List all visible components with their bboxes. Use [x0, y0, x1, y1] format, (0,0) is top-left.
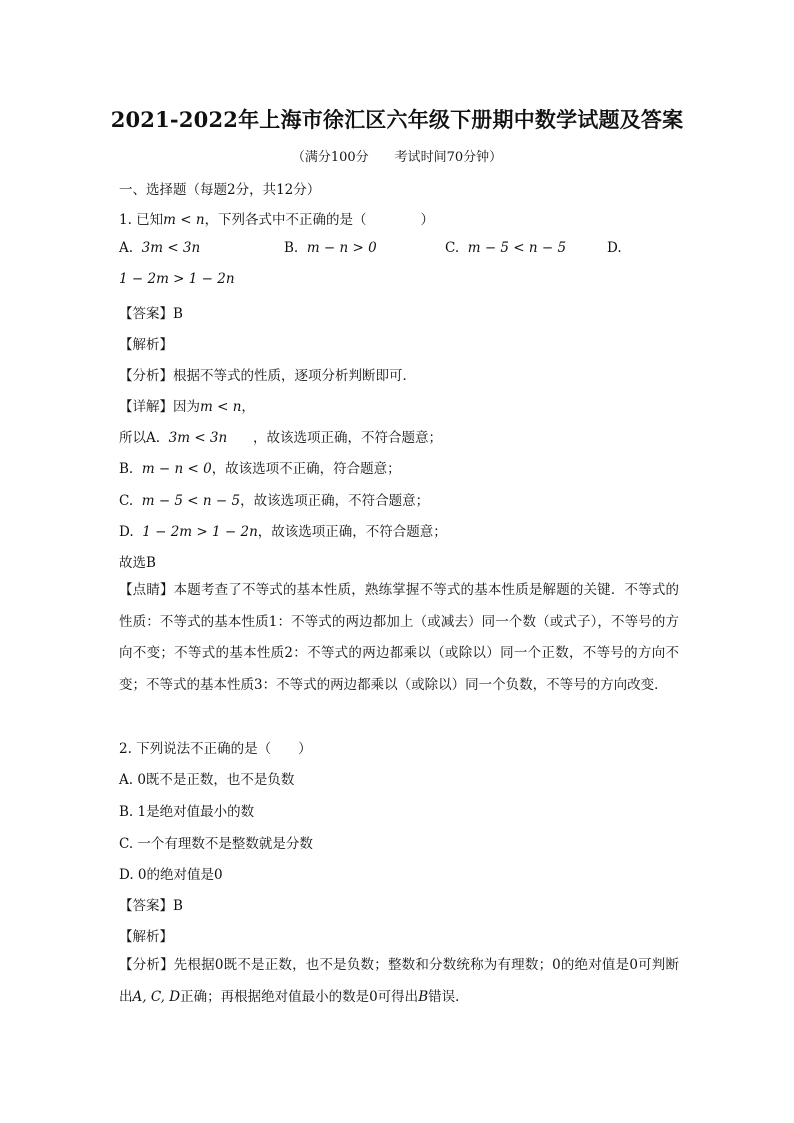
q1-detail-line-c: C. m − 5 < n − 5，故该选项正确，不符合题意；: [119, 493, 430, 509]
q1-option-d-label: D.: [607, 240, 622, 256]
exam-info: [0, 146, 794, 165]
q1-stem: 1. 已知m < n，下列各式中不正确的是（ ）: [119, 212, 435, 228]
section-heading: 一、选择题（每题2分，共12分）: [119, 182, 321, 198]
q2-analysis: 【分析】先根据0既不是正数，也不是负数；整数和分数统称为有理数；0的绝对值是0可判断出A, C, D正确；再根据绝对值最小的数是0可得出B错误．: [119, 957, 679, 1005]
score-info: （满分100分: [291, 150, 369, 165]
q2-option-c: C. 一个有理数不是整数就是分数: [119, 836, 313, 852]
q2-analysis-heading: 【解析】: [119, 929, 173, 945]
q1-option-a: A. 3m < 3n: [119, 240, 201, 256]
q1-answer: 【答案】B: [119, 306, 183, 322]
q1-detail-line-b: B. m − n < 0，故该选项不正确，符合题意；: [119, 461, 401, 477]
q1-choice: 故选B: [119, 555, 156, 571]
q1-detail: 【详解】因为m < n，: [119, 399, 255, 415]
q2-option-d: D. 0的绝对值是0: [119, 867, 223, 883]
q2-option-a: A. 0既不是正数，也不是负数: [119, 772, 295, 788]
time-info: 考试时间70分钟）: [394, 150, 503, 165]
q1-option-b: B. m − n > 0: [284, 240, 377, 256]
q1-analysis-heading: 【解析】: [119, 337, 173, 353]
q1-detail-line-a: 所以A. 3m < 3n ，故该选项正确，不符合题意；: [119, 430, 442, 446]
page-title: 2021-2022年上海市徐汇区六年级下册期中数学试题及答案: [110, 107, 684, 132]
q1-stem-math: m < n: [163, 212, 205, 228]
q1-detail-line-d: D. 1 − 2m > 1 − 2n，故该选项正确，不符合题意；: [119, 524, 447, 540]
q1-comment: 【点睛】本题考查了不等式的基本性质，熟练掌握不等式的基本性质是解题的关键．不等式的性质：不等式的基本性质1：不等式的两边都加上（或减去）同一个数（或式子），不等号的方向不变；不等式的基本性质2：不等式的两边都乘以（或除以）同一个正数，不等号的方向不变；不等式的基本性质3：不等式的两边都乘以（或除以）同一个负数，不等号的方向改变．: [119, 582, 679, 693]
q2-option-b: B. 1是绝对值最小的数: [119, 804, 255, 820]
q2-stem: 2. 下列说法不正确的是（ ）: [119, 741, 312, 757]
q1-option-c: C. m − 5 < n − 5: [445, 240, 567, 256]
q1-option-d-math: 1 − 2m > 1 − 2n: [119, 271, 235, 287]
q1-analysis: 【分析】根据不等式的性质，逐项分析判断即可．: [119, 368, 416, 384]
q2-answer: 【答案】B: [119, 898, 183, 914]
